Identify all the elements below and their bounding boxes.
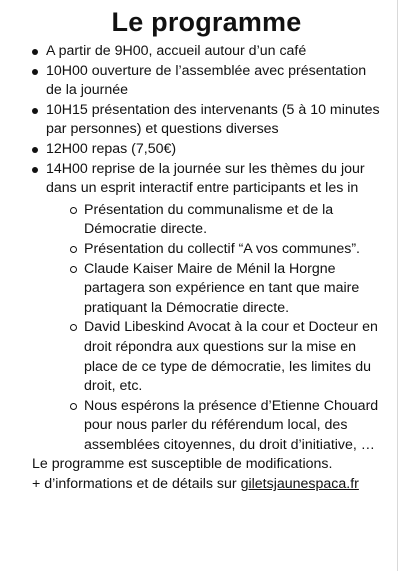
page-edge <box>397 0 398 571</box>
sub-list-item: David Libeskind Avocat à la cour et Docteur en droit répondra aux questions sur la mise en place de ce type de démocratie, les limites du droit, etc. <box>70 318 381 396</box>
list-item: 10H00 ouverture de l’assemblée avec présentation de la journée <box>32 62 381 101</box>
list-item: 10H15 présentation des intervenants (5 à 10 minutes par personnes) et questions diverses <box>32 101 381 140</box>
sub-list <box>70 201 381 456</box>
list-item: 12H00 repas (7,50€) <box>32 140 381 160</box>
sub-list-item: Nous espérons la présence d’Etienne Chouard pour nous parler du référendum local, des assemblées citoyennes, du droit d’initiative, … <box>70 397 381 456</box>
sub-list-item: Présentation du communalisme et de la Démocratie directe. <box>70 201 381 240</box>
list-item <box>32 160 381 456</box>
footer-info-text: + d’informations et de détails sur <box>32 476 241 493</box>
footer-info <box>32 475 381 495</box>
website-link[interactable]: giletsjaunespaca.fr <box>240 476 359 493</box>
list-item-text: 14H00 reprise de la journée sur les thèmes du jour dans un esprit interactif entre participants et les in <box>46 160 365 197</box>
page-title: Le programme <box>111 7 302 37</box>
footer <box>32 455 381 494</box>
program-list <box>32 42 381 455</box>
sub-list-item: Claude Kaiser Maire de Ménil la Horgne partagera son expérience en tant que maire pratiquant la Démocratie directe. <box>70 260 381 319</box>
footer-note: Le programme est susceptible de modifications. <box>32 456 333 473</box>
list-item: A partir de 9H00, accueil autour d’un café <box>32 42 381 62</box>
sub-list-item: Présentation du collectif “A vos communes”. <box>70 240 381 260</box>
